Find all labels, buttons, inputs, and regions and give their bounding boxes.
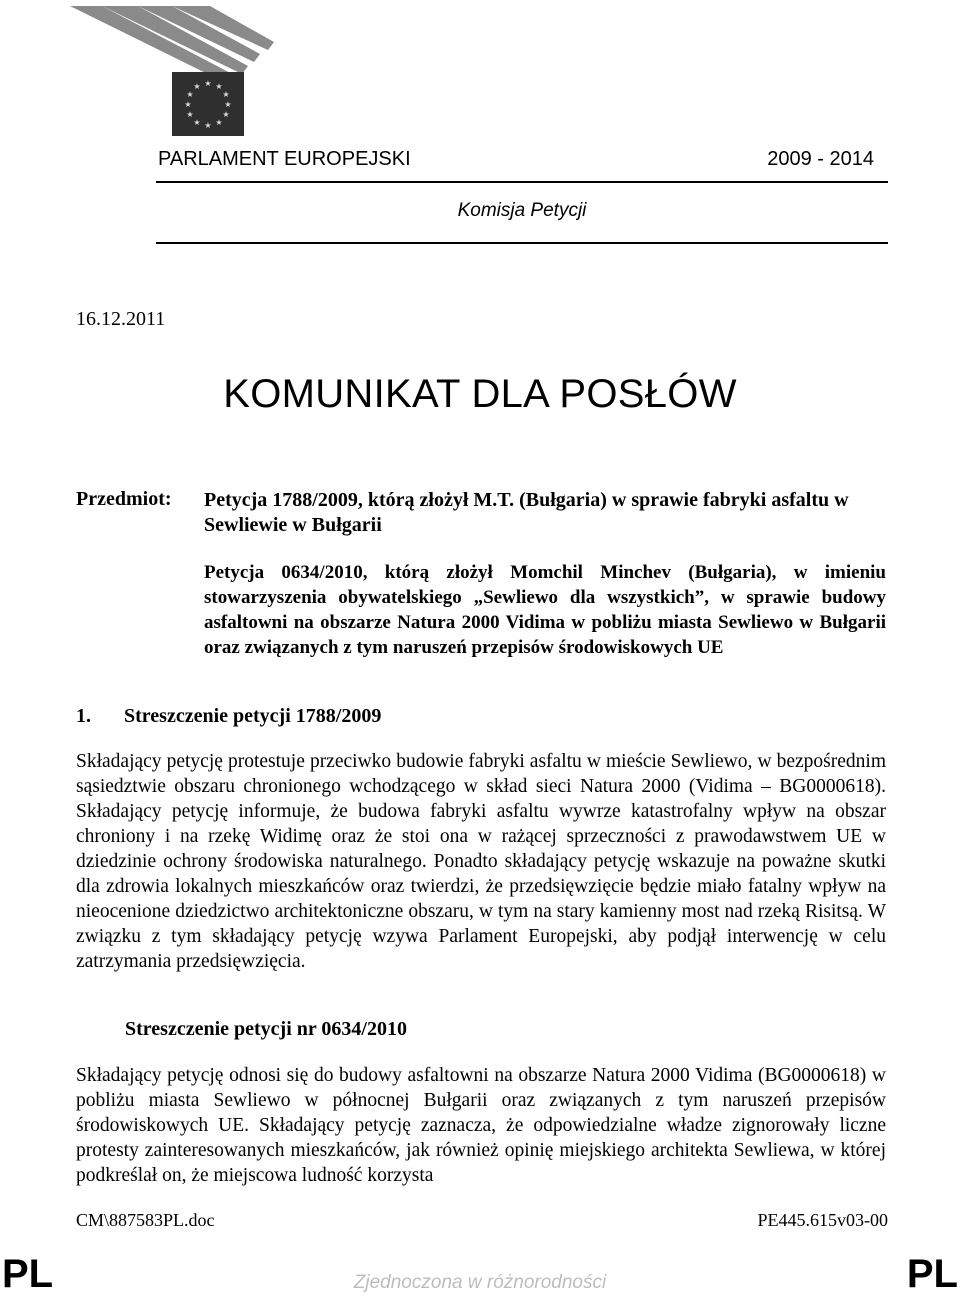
document-date: 16.12.2011: [76, 308, 166, 330]
subject-petition-1: Petycja 1788/2009, którą złożył M.T. (Bułgaria) w sprawie fabryki asfaltu w Sewliewie w Bułgarii: [204, 489, 849, 536]
svg-text:★: ★: [193, 118, 201, 127]
eu-motto: Zjednoczona w różnorodności: [353, 1272, 607, 1293]
document-reference: CM\887583PL.doc: [76, 1210, 215, 1230]
svg-text:★: ★: [193, 82, 201, 91]
parliamentary-term: 2009 - 2014: [767, 148, 874, 170]
svg-text:★: ★: [224, 100, 232, 109]
svg-text:★: ★: [222, 90, 230, 99]
subject-petition-2: Petycja 0634/2010, którą złożył Momchil Minchev (Bułgaria), w imieniu stowarzyszenia obywatelskiego „Sewliewo dla wszystkich”, w sprawie budowy asfaltowni na obszarze Natura 2000 Vidima w pobliżu miasta Sewliewo w Bułgarii oraz związanych z tym naruszeń przepisów środowiskowych UE: [204, 562, 886, 658]
section-1-title: Streszczenie petycji 1788/2009: [124, 705, 382, 727]
european-parliament-logo-icon: [62, 0, 292, 140]
section-1-number: 1.: [76, 705, 91, 727]
committee-name: Komisja Petycji: [457, 200, 587, 221]
institution-name: PARLAMENT EUROPEJSKI: [158, 148, 411, 170]
svg-text:★: ★: [222, 110, 230, 119]
section-1-heading: [76, 705, 381, 728]
svg-text:★: ★: [184, 100, 192, 109]
subject-label: Przedmiot:: [76, 488, 172, 510]
pe-reference: PE445.615v03-00: [757, 1210, 888, 1230]
language-code-right: PL: [906, 1252, 958, 1296]
section-2-paragraph: Składający petycję odnosi się do budowy asfaltowni na obszarze Natura 2000 Vidima (BG0000618) w pobliżu miasta Sewliewo w północnej Bułgarii oraz związanych z tym naruszeń przepisów środowiskowych UE. Składający petycję zaznacza, że odpowiedzialne władze zignorowały liczne protesty zainteresowanych mieszkańców, jak również opinię miejskiego architekta Sewliewa, w której podkreślał on, że miejscowa ludność korzysta: [76, 1065, 886, 1186]
svg-text:★: ★: [215, 118, 223, 127]
section-1-paragraph: Składający petycję protestuje przeciwko budowie fabryki asfaltu w mieście Sewliewo, w bezpośrednim sąsiedztwie obszaru chronionego wchodzącego w skład sieci Natura 2000 (Vidima – BG0000618). Składający petycję informuje, że budowa fabryki asfaltu wywrze katastrofalny wpływ na obszar chroniony i na rzekę Widimę oraz że stoi ona w rażącej sprzeczności z prawodawstwem UE w dziedzinie ochrony środowiska naturalnego. Ponadto składający petycję wskazuje na poważne skutki dla zdrowia lokalnych mieszkańców oraz twierdzi, że przedsięwzięcie będzie miało fatalny wpływ na nieocenione dziedzictwo architektoniczne obszaru, w tym na stary kamienny most nad rzeką Risitsą. W związku z tym składający petycję wzywa Parlament Europejski, aby podjął interwencję w celu zatrzymania przedsięwzięcia.: [76, 751, 886, 972]
header-divider: [156, 181, 888, 183]
svg-text:★: ★: [186, 90, 194, 99]
svg-text:★: ★: [204, 121, 212, 130]
section-2-heading: Streszczenie petycji nr 0634/2010: [125, 1018, 407, 1040]
svg-text:★: ★: [186, 110, 194, 119]
language-code-left: PL: [2, 1252, 54, 1296]
document-title: KOMUNIKAT DLA POSŁÓW: [223, 372, 737, 416]
svg-text:★: ★: [204, 79, 212, 88]
svg-text:★: ★: [215, 82, 223, 91]
committee-divider: [156, 242, 888, 244]
